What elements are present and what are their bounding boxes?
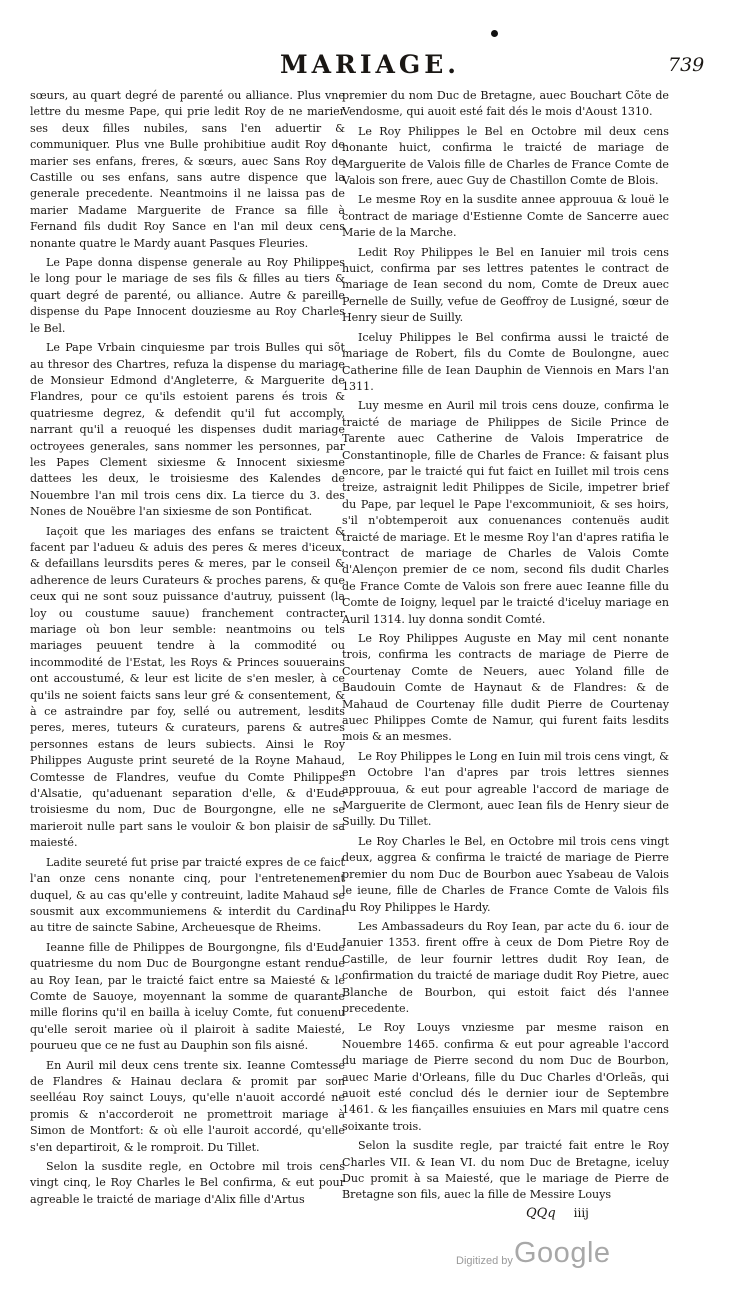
paragraph: Le Pape Vrbain cinquiesme par trois Bulles qui sõt au thresor des Chartres, refuza la dispense du mariage de Monsieur Edmond d'Angleterre, & Marguerite de Flandres, pour ce qu'ils estoient parens és trois & quatriesme degrez, & defendit qu'il fut accomply, narrant qu'il a reuoqué les dispenses dudit mariage octroyees generales, sans nommer les personnes, par les Papes Clement sixiesme & Innocent sixiesme dattees les deux, le troisiesme des Kalendes de Nouembre l'an mil trois cens dix. La tierce du 3. des Nones de Nouëbre l'an sixiesme de son Pontificat. — [30, 341, 345, 519]
paragraph: Luy mesme en Auril mil trois cens douze, confirma le traicté de mariage de Philippes de Sicile Prince de Tarente auec Catherine de Valois Imperatrice de Constantinople, fille de Charles de France: & faisant plus encore, par le traicté qui fut faict en Iuillet mil trois cens treize, astraignit ledit Philippes de Sicile, impetrer brief du Pape, par lequel le Pape l'excommunioit, & ses hoirs, s'il n'obtemperoit aux conuenances contenuës audit traicté de mariage. Et le mesme Roy l'an d'apres ratifia le contract de mariage de Charles de Valois Comte d'Alençon premier de ce nom, second fils dudit Charles de France Comte de Valois son frere auec Ieanne fille du Comte de Ioigny, lequel par le traicté d'iceluy mariage en Auril 1314. luy donna sondit Comté. — [342, 399, 669, 626]
left-column — [30, 88, 345, 1211]
paragraph: Selon la susdite regle, par traicté fait entre le Roy Charles VII. & Iean VI. du nom Duc de Bretagne, iceluy Duc promit à sa Maiesté, que le mariage de Pierre de Bretagne son fils, auec la fille de Messire Louys — [342, 1139, 669, 1202]
paragraph: Iaçoit que les mariages des enfans se traictent & facent par l'adueu & aduis des peres & meres d'iceux, & defaillans leursdits peres & meres, par le conseil & adherence de leurs Curateurs & proches parens, & que ceux qui ne sont souz puissance d'autruy, puissent (la loy ou coustume sauue) franchement contracter mariage où bon leur semble: neantmoins ou tels mariages peuuent tendre à la commodité ou incommodité de l'Estat, les Roys & Princes souuerains ont accoustumé, & leur est licite de s'en mesler, à ce qu'ils ne soient faicts sans leur gré & consentement, & à ce astraindre par foy, sellé ou autrement, lesdits peres, meres, tuteurs & curateurs, parens & autres personnes estans de leurs subiects. Ainsi le Roy Philippes Auguste print seureté de la Royne Mahaud, Comtesse de Flandres, veufue du Comte Philippes d'Alsatie, qu'aduenant separation d'elle, & d'Eude troisiesme du nom, Duc de Bourgongne, elle ne se marieroit nulle part sans le vouloir & bon plaisir de sa maiesté. — [30, 524, 345, 850]
paragraph: Le mesme Roy en la susdite annee approuua & louë le contract de mariage d'Estienne Comte de Sancerre auec Marie de la Marche. — [342, 193, 669, 240]
paragraph: sœurs, au quart degré de parenté ou alliance. Plus vne lettre du mesme Pape, qui prie ledit Roy de ne marier ses deux filles nubiles, sans l'en aduertir & communiquer. Plus vne Bulle prohibitiue audit Roy de marier ses enfans, freres, & sœurs, auec Sans Roy de Castille ou ses enfans, sans autre dispence que la generale precedente. Neantmoins il ne laissa pas de marier Madame Marguerite de France sa fille à Fernand fils dudit Roy Sance en l'an mil deux cens nonante quatre le Mardy auant Pasques Fleuries. — [30, 89, 345, 250]
signature-letters: QQq — [526, 1206, 556, 1221]
paragraph: Le Roy Charles le Bel, en Octobre mil trois cens vingt deux, aggrea & confirma le traicté de mariage de Pierre premier du nom Duc de Bourbon auec Ysabeau de Valois le ieune, fille de Charles de France Comte de Valois fils du Roy Philippes le Hardy. — [342, 834, 669, 914]
paragraph: Le Roy Philippes Auguste en May mil cent nonante trois, confirma les contracts de mariage de Pierre de Courtenay Comte de Neuers, auec Yoland fille de Baudouin Comte de Haynaut & de Flandres: & de Mahaud de Courtenay fille dudit Pierre de Courtenay auec Philippes Comte de Namur, qui furent faits lesdits mois & an mesmes. — [342, 632, 669, 744]
paragraph: Iceluy Philippes le Bel confirma aussi le traicté de mariage de Robert, fils du Comte de Boulongne, auec Catherine fille de Iean Dauphin de Viennois en Mars l'an 1311. — [342, 330, 669, 393]
ink-dot — [491, 30, 498, 37]
right-column — [342, 88, 669, 1207]
google-logo: Google — [514, 1237, 611, 1269]
page-number: 739 — [668, 54, 705, 76]
paragraph: Ieanne fille de Philippes de Bourgongne, fils d'Eude quatriesme du nom Duc de Bourgongne estant rendue au Roy Iean, par le traicté faict entre sa Maiesté & le Comte de Sauoye, moyennant la somme de quarante mille florins qu'il en bailla à iceluy Comte, fut conuenu qu'elle seroit mariee où il plairoit à sadite Maiesté, pourueu que ce ne fust au Dauphin son fils aisné. — [30, 940, 345, 1053]
signature-mark — [526, 1206, 589, 1221]
paragraph: Le Roy Louys vnziesme par mesme raison en Nouembre 1465. confirma & eut pour agreable l'accord du mariage de Pierre second du nom Duc de Bourbon, auec Marie d'Orleans, fille du Duc Charles d'Orleãs, qui auoit esté conclud dés le dernier iour de Septembre 1461. & les fiançailles ensuiuies en Mars mil quatre cens soixante trois. — [342, 1021, 669, 1133]
paragraph: En Auril mil deux cens trente six. Ieanne Comtesse de Flandres & Hainau declara & promit par son seelléau Roy sainct Louys, qu'elle n'auoit accordé ne promis & n'accorderoit ne promettroit mariage à Simon de Montfort: & où elle l'auroit accordé, qu'elle s'en departiroit, & le romproit. Du Tillet. — [30, 1058, 345, 1154]
google-watermark — [456, 1235, 626, 1275]
paragraph: Les Ambassadeurs du Roy Iean, par acte du 6. iour de Ianuier 1353. firent offre à ceux de Dom Pietre Roy de Castille, de leur fournir lettres dudit Roy Iean, de confirmation du traicté de mariage dudit Roy Pietre, auec Blanche de Bourbon, qui estoit faict dés l'annee precedente. — [342, 919, 669, 1015]
digitized-by-label: Digitized by — [456, 1255, 513, 1267]
paragraph: Selon la susdite regle, en Octobre mil trois cens vingt cinq, le Roy Charles le Bel confirma, & eut pour agreable le traicté de mariage d'Alix fille d'Artus — [30, 1160, 345, 1206]
paragraph: premier du nom Duc de Bretagne, auec Bouchart Cõte de Vendosme, qui auoit esté fait dés le mois d'Aoust 1310. — [342, 89, 669, 119]
paragraph: Le Pape donna dispense generale au Roy Philippes le long pour le mariage de ses fils & filles au tiers & quart degré de parenté, ou alliance. Autre & pareille dispense du Pape Innocent douziesme au Roy Charles le Bel. — [30, 256, 345, 335]
paragraph: Le Roy Philippes le Long en Iuin mil trois cens vingt, & en Octobre l'an d'apres par trois lettres siennes approuua, & eut pour agreable l'accord de mariage de Marguerite de Clermont, auec Iean fils de Henry sieur de Suilly. Du Tillet. — [342, 749, 669, 829]
paragraph: Ladite seureté fut prise par traicté expres de ce faict l'an onze cens nonante cinq, pour l'entretenement duquel, & au cas qu'elle y contreuint, ladite Mahaud se sousmit aux excommuniemens & interdit du Cardinal au titre de saincte Sabine, Archeuesque de Rheims. — [30, 855, 345, 935]
paragraph: Ledit Roy Philippes le Bel en Ianuier mil trois cens huict, confirma par ses lettres patentes le contract de mariage de Iean second du nom, Comte de Dreux auec Pernelle de Suilly, vefue de Geoffroy de Lusigné, sœur de Henry sieur de Suilly. — [342, 245, 669, 325]
signature-number: iiij — [573, 1206, 589, 1220]
paragraph: Le Roy Philippes le Bel en Octobre mil deux cens nonante huict, confirma le traicté de mariage de Marguerite de Valois fille de Charles de France Comte de Valois son frere, auec Guy de Chastillon Comte de Blois. — [342, 124, 669, 188]
running-title: MARIAGE. — [279, 50, 461, 79]
